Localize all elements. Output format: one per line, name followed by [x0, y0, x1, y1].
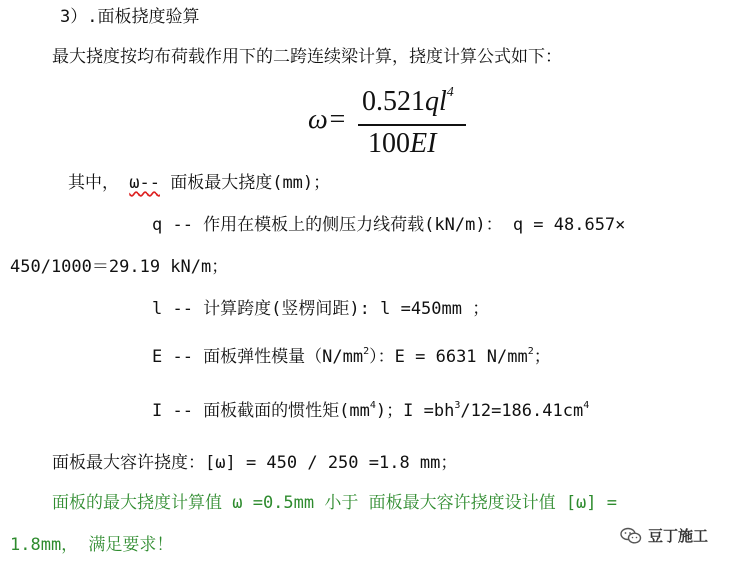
where-line: 其中， ω-- 面板最大挠度(mm)； [68, 173, 331, 193]
i-definition: I -- 面板截面的惯性矩$(mm^4)$；$I =bh^3/12=186.41cm^4$ [152, 400, 590, 421]
watermark-text: 豆丁施工 [648, 527, 709, 545]
result-line-2: 1.8mm， 满足要求！ [10, 535, 174, 555]
l-definition: l -- 计算跨度(竖楞间距): l =450mm ； [152, 299, 490, 319]
formula-lhs: ω= [308, 104, 347, 135]
result-line-1: 面板的最大挠度计算值 ω =0.5mm 小于 面板最大容许挠度设计值 [ω] = [52, 493, 617, 513]
q-definition: q -- 作用在模板上的侧压力线荷载(kN/m)： q = 48.657× [152, 215, 626, 235]
e-definition: E -- 面板弹性模量$(N/mm^2)$：E = 6631 $N/mm^2$； [152, 346, 551, 367]
fraction-bar [358, 124, 466, 126]
watermark [620, 525, 708, 546]
formula-numerator: $0.521ql^4$ [362, 85, 454, 117]
wechat-icon [620, 527, 642, 545]
section-title: 3）.面板挠度验算 [60, 7, 200, 27]
formula-denominator: 100EI [368, 128, 437, 159]
allowable-deflection: 面板最大容许挠度：[ω] = 450 / 250 =1.8 mm； [52, 453, 458, 473]
q-value: 450/1000＝29.19 kN/m； [10, 257, 229, 277]
omega-symbol: ω-- [129, 173, 160, 193]
intro-text: 最大挠度按均布荷载作用下的二跨连续梁计算，挠度计算公式如下： [52, 47, 562, 67]
